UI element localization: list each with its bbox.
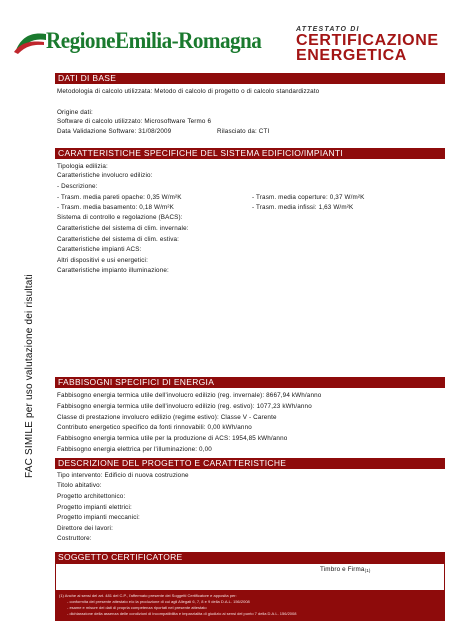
section-heading-caratteristiche: CARATTERISTICHE SPECIFICHE DEL SISTEMA EDIFICIO/IMPIANTI — [55, 148, 445, 159]
infissi-text: - Trasm. media infissi: 1,63 W/m²K — [252, 204, 354, 211]
regione-logo-text: RegioneEmilia-Romagna — [46, 28, 262, 53]
title-line-2: ENERGETICA — [296, 47, 407, 64]
timbro-firma-text: Timbro e Firma — [320, 566, 365, 573]
section-heading-fabbisogni: FABBISOGNI SPECIFICI DI ENERGIA — [55, 377, 445, 388]
progetto-meccanici-text: Progetto impianti meccanici: — [57, 514, 140, 521]
certificate-title — [296, 33, 439, 63]
metodologia-text: Metodologia di calcolo utilizzata: Metodo di calcolo di progetto o di calcolo standardizzato — [57, 88, 320, 95]
section-heading-soggetto: SOGGETTO CERTIFICATORE — [55, 552, 445, 563]
direttore-lavori-text: Direttore dei lavori: — [57, 525, 113, 532]
section-heading-descrizione: DESCRIZIONE DEL PROGETTO E CARATTERISTICHE — [55, 458, 445, 469]
side-watermark-label: FAC SIMILE per uso valutazione dei risultati — [24, 274, 35, 478]
footer-note-line: - conformita del presente attestato e/o la produzione di cui agli Allegati 6, 7, 8 e 9 della D.A.L. 156/2008 — [67, 599, 250, 604]
fabbisogno-illuminazione-text: Fabbisogno energia elettrica per l'illuminazione: 0,00 — [57, 446, 212, 453]
clim-estiva-text: Caratteristiche del sistema di clim. estiva: — [57, 236, 180, 243]
rilasciato-text: Rilasciato da: CTI — [217, 128, 270, 135]
title-line-1: CERTIFICAZIONE — [296, 32, 439, 49]
classe-prestazione-text: Classe di prestazione involucro edilizio (regime estivo): Classe V - Carente — [57, 414, 277, 421]
titolo-abitativo-text: Titolo abitativo: — [57, 482, 102, 489]
regione-logo-icon — [14, 30, 48, 54]
fabbisogno-invernale-text: Fabbisogno energia termica utile dell'involucro edilizio (reg. invernale): 8667,94 kWh/anno — [57, 392, 322, 399]
pareti-text: - Trasm. media pareti opache: 0,35 W/m²K — [57, 194, 182, 201]
timbro-firma-label — [320, 566, 371, 573]
software-text: Software di calcolo utilizzato: Microsoftware Termo 6 — [57, 118, 212, 125]
progetto-elettrici-text: Progetto impianti elettrici: — [57, 504, 132, 511]
tipo-intervento-text: Tipo intervento: Edificio di nuova costruzione — [57, 472, 189, 479]
tipologia-text: Tipologia edilizia: — [57, 163, 108, 170]
basamento-text: - Trasm. media basamento: 0,18 W/m²K — [57, 204, 175, 211]
coperture-text: - Trasm. media coperture: 0,37 W/m²K — [252, 194, 365, 201]
clim-invernale-text: Caratteristiche del sistema di clim. invernale: — [57, 225, 189, 232]
footer-note-line: - dichiarazione della assenza delle condizioni di incompatibilita e imparzialita di giudizio ai sensi del punto 7 della D.A.L. 156/2008 — [67, 611, 297, 616]
origine-dati-text: Origine dati: — [57, 109, 93, 116]
validazione-text: Data Validazione Software: 31/08/2009 — [57, 128, 172, 135]
fonti-rinnovabili-text: Contributo energetico specifico da fonti rinnovabili: 0,00 kWh/anno — [57, 424, 252, 431]
bacs-text: Sistema di controllo e regolazione (BACS): — [57, 214, 183, 221]
involucro-text: Caratteristiche involucro edilizio: — [57, 172, 153, 179]
footer-note-line: (1) Anche ai sensi del art. 481 del C.P., l'affermato presente dei Soggetti Certificatore e apposita per: — [59, 593, 237, 598]
illuminazione-text: Caratteristiche impianto illuminazione: — [57, 267, 169, 274]
altri-dispositivi-text: Altri dispositivi e usi energetici: — [57, 257, 148, 264]
acs-text: Caratteristiche impianti ACS: — [57, 246, 142, 253]
section-heading-dati-base: DATI DI BASE — [55, 73, 445, 84]
timbro-footnote-ref: (1) — [364, 568, 371, 573]
footer-note-line: - esame e misure dei dati di propria competenza riportati nel presente attestato — [67, 605, 207, 610]
attestato-label: ATTESTATO DI — [296, 26, 360, 33]
costruttore-text: Costruttore: — [57, 535, 92, 542]
progetto-architettonico-text: Progetto architettonico: — [57, 493, 126, 500]
descrizione-text: - Descrizione: — [57, 183, 98, 190]
fabbisogno-acs-text: Fabbisogno energia termica utile per la produzione di ACS: 1954,85 kWh/anno — [57, 435, 288, 442]
fabbisogno-estivo-text: Fabbisogno energia termica utile dell'involucro edilizio (reg. estivo): 1077,23 kWh/anno — [57, 403, 312, 410]
